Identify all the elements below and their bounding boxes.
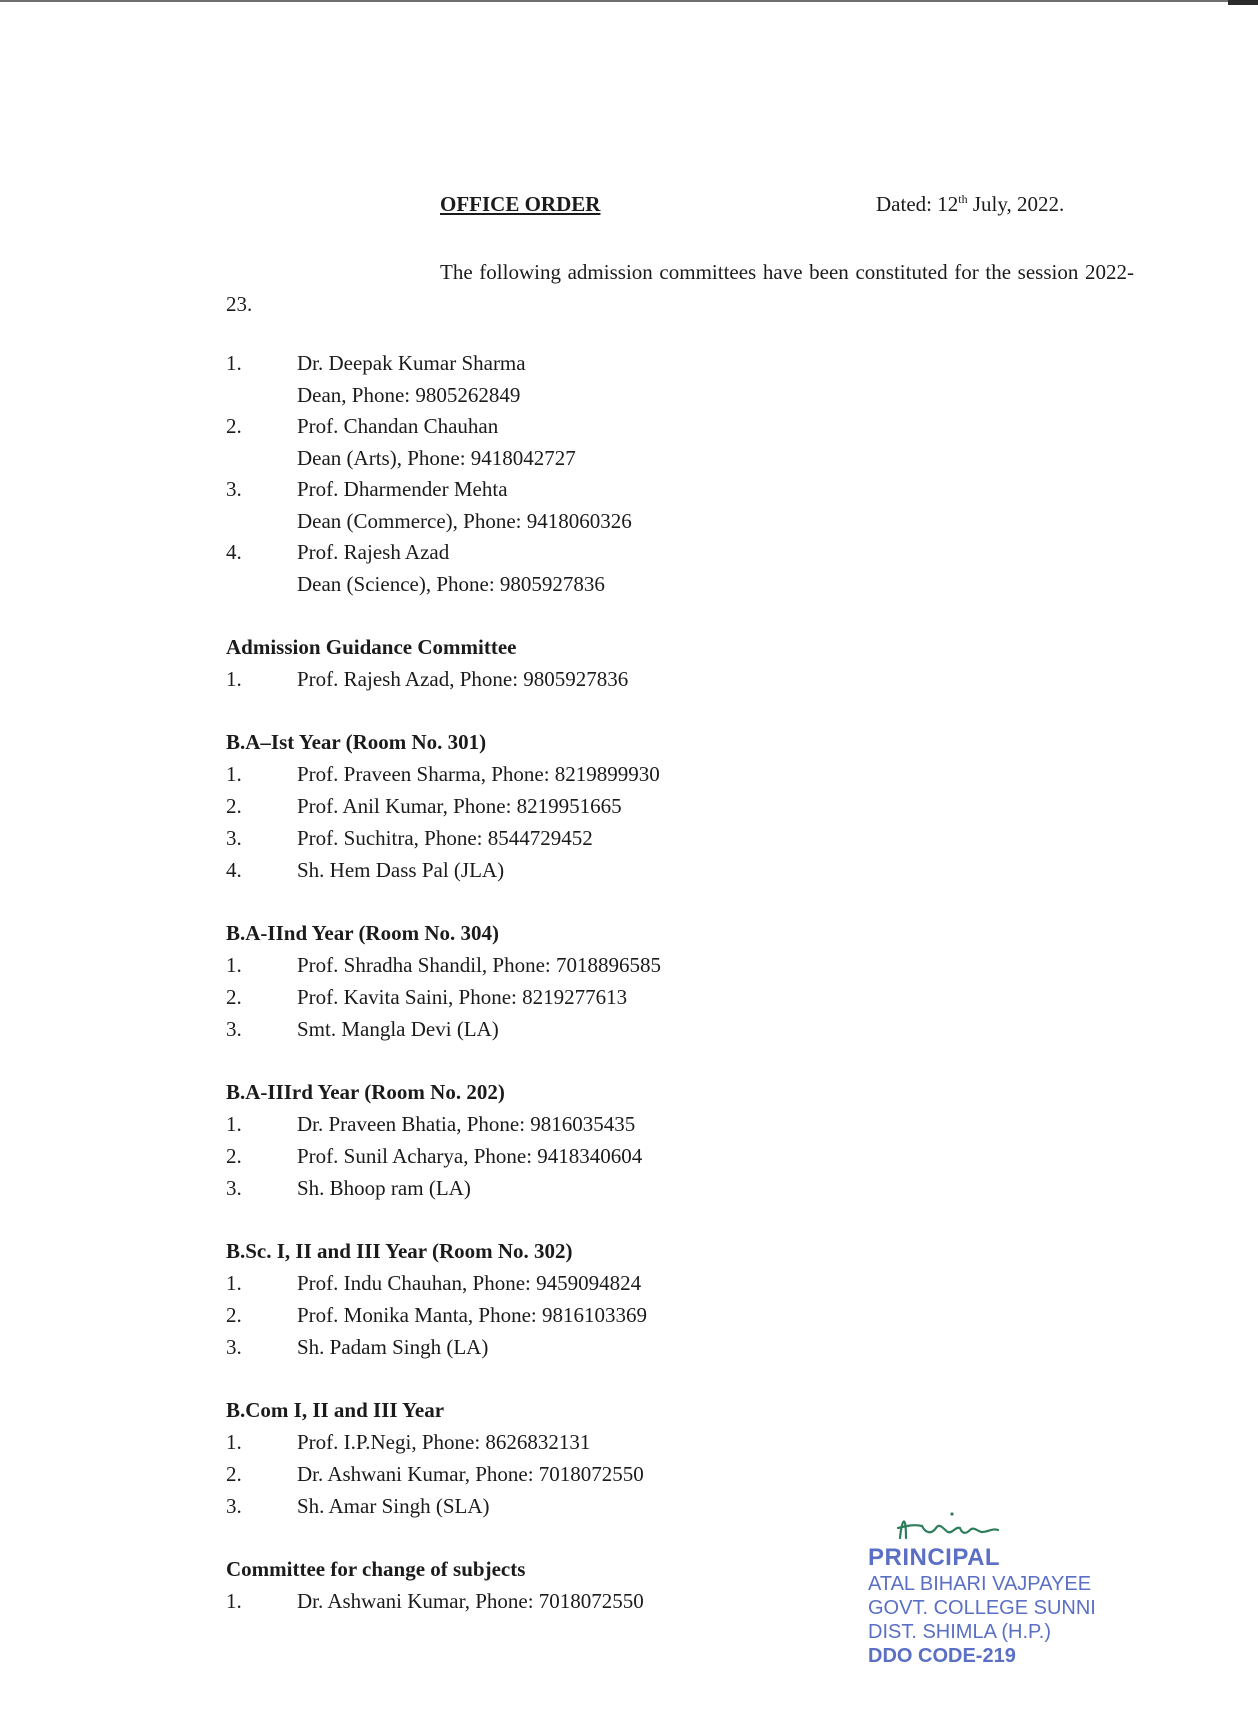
- scan-border: [0, 0, 1258, 2]
- list-number: 2.: [226, 414, 242, 438]
- dean-name: Prof. Dharmender Mehta: [297, 477, 508, 501]
- dean-name-row: [226, 348, 986, 380]
- member-text: Dr. Praveen Bhatia, Phone: 9816035435: [297, 1112, 636, 1136]
- section-spacer: [226, 695, 986, 726]
- committee-member: [226, 1172, 986, 1204]
- list-number: 3.: [226, 1494, 242, 1518]
- dean-detail: Dean, Phone: 9805262849: [297, 382, 521, 407]
- list-number: 4.: [226, 858, 242, 882]
- member-text: Dr. Ashwani Kumar, Phone: 7018072550: [297, 1589, 644, 1613]
- committee-title: B.A-IInd Year (Room No. 304): [226, 921, 499, 945]
- committee-member: [226, 981, 986, 1013]
- dean-entry: [226, 411, 986, 474]
- committee-title: B.A–Ist Year (Room No. 301): [226, 730, 487, 754]
- committee-member: [226, 1426, 986, 1458]
- scan-corner-mark: [1228, 0, 1258, 5]
- committee-ba-third-year: [226, 1076, 986, 1204]
- committee-ba-first-year: [226, 726, 986, 886]
- member-text: Prof. Indu Chauhan, Phone: 9459094824: [297, 1271, 642, 1295]
- stamp-college-name: ATAL BIHARI VAJPAYEE: [868, 1573, 1092, 1595]
- committee-member: [226, 822, 986, 854]
- committee-member: [226, 790, 986, 822]
- list-number: 1.: [226, 351, 242, 375]
- dean-name: Prof. Chandan Chauhan: [297, 414, 499, 438]
- dean-entry: [226, 474, 986, 537]
- list-number: 2.: [226, 1144, 242, 1168]
- committee-title: B.Com I, II and III Year: [226, 1398, 445, 1422]
- committee-member: [226, 758, 986, 790]
- stamp-college-name-2: GOVT. COLLEGE SUNNI: [868, 1597, 1096, 1619]
- dean-detail: Dean (Arts), Phone: 9418042727: [297, 445, 576, 470]
- committee-bcom: [226, 1394, 986, 1522]
- committee-member: [226, 1490, 986, 1522]
- list-number: 2.: [226, 1462, 242, 1486]
- dean-detail: Dean (Commerce), Phone: 9418060326: [297, 508, 632, 533]
- committee-member: [226, 949, 986, 981]
- member-text: Prof. Monika Manta, Phone: 9816103369: [297, 1303, 647, 1327]
- member-text: Prof. Rajesh Azad, Phone: 9805927836: [297, 667, 629, 691]
- list-number: 3.: [226, 826, 242, 850]
- list-number: 1.: [226, 667, 242, 691]
- member-text: Prof. Kavita Saini, Phone: 8219277613: [297, 985, 628, 1009]
- member-text: Sh. Bhoop ram (LA): [297, 1176, 471, 1200]
- section-spacer: [226, 886, 986, 917]
- member-text: Sh. Amar Singh (SLA): [297, 1494, 490, 1518]
- member-text: Prof. Suchitra, Phone: 8544729452: [297, 826, 593, 850]
- committee-member: [226, 1108, 986, 1140]
- committee-title: B.Sc. I, II and III Year (Room No. 302): [226, 1239, 573, 1263]
- committee-title: Admission Guidance Committee: [226, 635, 517, 659]
- committee-member: [226, 1267, 986, 1299]
- list-number: 3.: [226, 1017, 242, 1041]
- list-number: 3.: [226, 1176, 242, 1200]
- dean-detail-row: [226, 569, 986, 601]
- list-number: 4.: [226, 540, 242, 564]
- dean-name-row: [226, 411, 986, 443]
- intro-paragraph: The following admission committees have been constituted for the session 2022-23.: [226, 260, 1134, 316]
- committee-title: Committee for change of subjects: [226, 1557, 526, 1581]
- dean-entry: [226, 537, 986, 600]
- member-text: Sh. Hem Dass Pal (JLA): [297, 858, 505, 882]
- document-title: OFFICE ORDER: [440, 192, 601, 216]
- committee-member: [226, 1458, 986, 1490]
- section-spacer: [226, 600, 986, 631]
- list-number: 3.: [226, 1335, 242, 1359]
- committee-member: [226, 663, 986, 695]
- committee-admission-guidance: [226, 631, 986, 695]
- committee-member: [226, 1013, 986, 1045]
- stamp-district: DIST. SHIMLA (H.P.): [868, 1621, 1052, 1643]
- document-date: [876, 192, 1064, 217]
- committee-member: [226, 1331, 986, 1363]
- member-text: Dr. Ashwani Kumar, Phone: 7018072550: [297, 1462, 644, 1486]
- section-spacer: [226, 1204, 986, 1235]
- list-number: 1.: [226, 1430, 242, 1454]
- member-text: Prof. Anil Kumar, Phone: 8219951665: [297, 794, 622, 818]
- member-text: Smt. Mangla Devi (LA): [297, 1017, 499, 1041]
- list-number: 2.: [226, 985, 242, 1009]
- dean-name: Dr. Deepak Kumar Sharma: [297, 351, 526, 375]
- dean-detail-row: [226, 506, 986, 538]
- list-number: 1.: [226, 1112, 242, 1136]
- date-suffix: July, 2022.: [967, 192, 1065, 216]
- committee-bsc: [226, 1235, 986, 1363]
- member-text: Prof. Sunil Acharya, Phone: 9418340604: [297, 1144, 643, 1168]
- committee-title: B.A-IIIrd Year (Room No. 202): [226, 1080, 505, 1104]
- committee-member: [226, 854, 986, 886]
- list-number: 1.: [226, 1589, 242, 1613]
- dean-detail: Dean (Science), Phone: 9805927836: [297, 571, 605, 596]
- committee-ba-second-year: [226, 917, 986, 1045]
- list-number: 3.: [226, 477, 242, 501]
- list-number: 1.: [226, 953, 242, 977]
- dean-detail-row: [226, 443, 986, 475]
- member-text: Sh. Padam Singh (LA): [297, 1335, 489, 1359]
- section-spacer: [226, 1363, 986, 1394]
- member-text: Prof. I.P.Negi, Phone: 8626832131: [297, 1430, 591, 1454]
- dean-name-row: [226, 474, 986, 506]
- list-number: 1.: [226, 1271, 242, 1295]
- signature-icon: [892, 1508, 1012, 1548]
- list-number: 1.: [226, 762, 242, 786]
- document-body: [226, 348, 986, 1617]
- dean-detail-row: [226, 380, 986, 412]
- list-number: 2.: [226, 794, 242, 818]
- stamp-ddo-code: DDO CODE-219: [868, 1645, 1016, 1667]
- list-number: 2.: [226, 1303, 242, 1327]
- dean-list: [226, 348, 986, 600]
- date-prefix: Dated: 12: [876, 192, 959, 216]
- committee-member: [226, 1299, 986, 1331]
- dean-entry: [226, 348, 986, 411]
- section-spacer: [226, 1045, 986, 1076]
- stamp-title: PRINCIPAL: [868, 1544, 1001, 1571]
- dean-name-row: [226, 537, 986, 569]
- member-text: Prof. Shradha Shandil, Phone: 7018896585: [297, 953, 661, 977]
- dean-name: Prof. Rajesh Azad: [297, 540, 450, 564]
- date-superscript: th: [958, 192, 968, 206]
- committee-member: [226, 1140, 986, 1172]
- member-text: Prof. Praveen Sharma, Phone: 8219899930: [297, 762, 660, 786]
